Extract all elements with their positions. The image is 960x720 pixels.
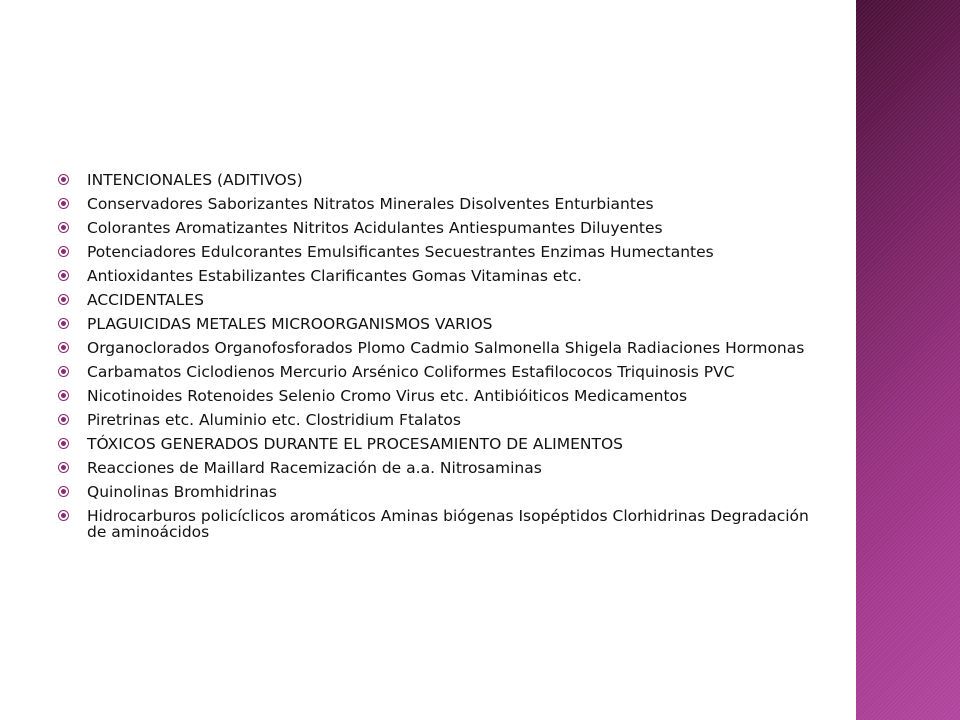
circle-bullet-icon (58, 390, 69, 401)
list-item-text: PLAGUICIDAS METALES MICROORGANISMOS VARIOS (87, 315, 493, 333)
list-item-text: Reacciones de Maillard Racemización de a.a. Nitrosaminas (87, 459, 542, 477)
circle-bullet-icon (58, 318, 69, 329)
circle-bullet-icon (58, 486, 69, 497)
list-item (58, 172, 828, 188)
list-item (58, 292, 828, 308)
list-item-text: TÓXICOS GENERADOS DURANTE EL PROCESAMIENTO DE ALIMENTOS (87, 435, 623, 453)
list-item (58, 508, 828, 540)
list-item-text: Nicotinoides Rotenoides Selenio Cromo Virus etc. Antibióiticos Medicamentos (87, 387, 688, 405)
list-item-text: Potenciadores Edulcorantes Emulsificantes Secuestrantes Enzimas Humectantes (87, 243, 714, 261)
circle-bullet-icon (58, 414, 69, 425)
circle-bullet-icon (58, 366, 69, 377)
list-item-text: Carbamatos Ciclodienos Mercurio Arsénico Coliformes Estafilococos Triquinosis PVC (87, 363, 735, 381)
list-item (58, 460, 828, 476)
list-item (58, 268, 828, 284)
list-item (58, 244, 828, 260)
circle-bullet-icon (58, 438, 69, 449)
list-item (58, 388, 828, 404)
list-item-text: ACCIDENTALES (87, 291, 205, 309)
list-item (58, 340, 828, 356)
circle-bullet-icon (58, 342, 69, 353)
list-item (58, 484, 828, 500)
list-item-text: Hidrocarburos policíclicos aromáticos Aminas biógenas Isopéptidos Clorhidrinas Degradación de aminoácidos (87, 507, 809, 541)
circle-bullet-icon (58, 462, 69, 473)
circle-bullet-icon (58, 222, 69, 233)
list-item (58, 436, 828, 452)
list-item (58, 316, 828, 332)
circle-bullet-icon (58, 270, 69, 281)
list-item-text: Antioxidantes Estabilizantes Clarificantes Gomas Vitaminas etc. (87, 267, 582, 285)
list-item (58, 364, 828, 380)
list-item-text: Organoclorados Organofosforados Plomo Cadmio Salmonella Shigela Radiaciones Hormonas (87, 339, 805, 357)
list-item-text: Conservadores Saborizantes Nitratos Minerales Disolventes Enturbiantes (87, 195, 654, 213)
circle-bullet-icon (58, 294, 69, 305)
list-item (58, 196, 828, 212)
bullet-list (58, 172, 828, 540)
circle-bullet-icon (58, 510, 69, 521)
list-item-text: INTENCIONALES (ADITIVOS) (87, 171, 303, 189)
list-item (58, 220, 828, 236)
circle-bullet-icon (58, 198, 69, 209)
list-item-text: Quinolinas Bromhidrinas (87, 483, 277, 501)
circle-bullet-icon (58, 246, 69, 257)
decorative-side-band (856, 0, 960, 720)
list-item (58, 412, 828, 428)
circle-bullet-icon (58, 174, 69, 185)
list-item-text: Colorantes Aromatizantes Nitritos Acidulantes Antiespumantes Diluyentes (87, 219, 663, 237)
slide-content (58, 172, 828, 548)
list-item-text: Piretrinas etc. Aluminio etc. Clostridium Ftalatos (87, 411, 461, 429)
